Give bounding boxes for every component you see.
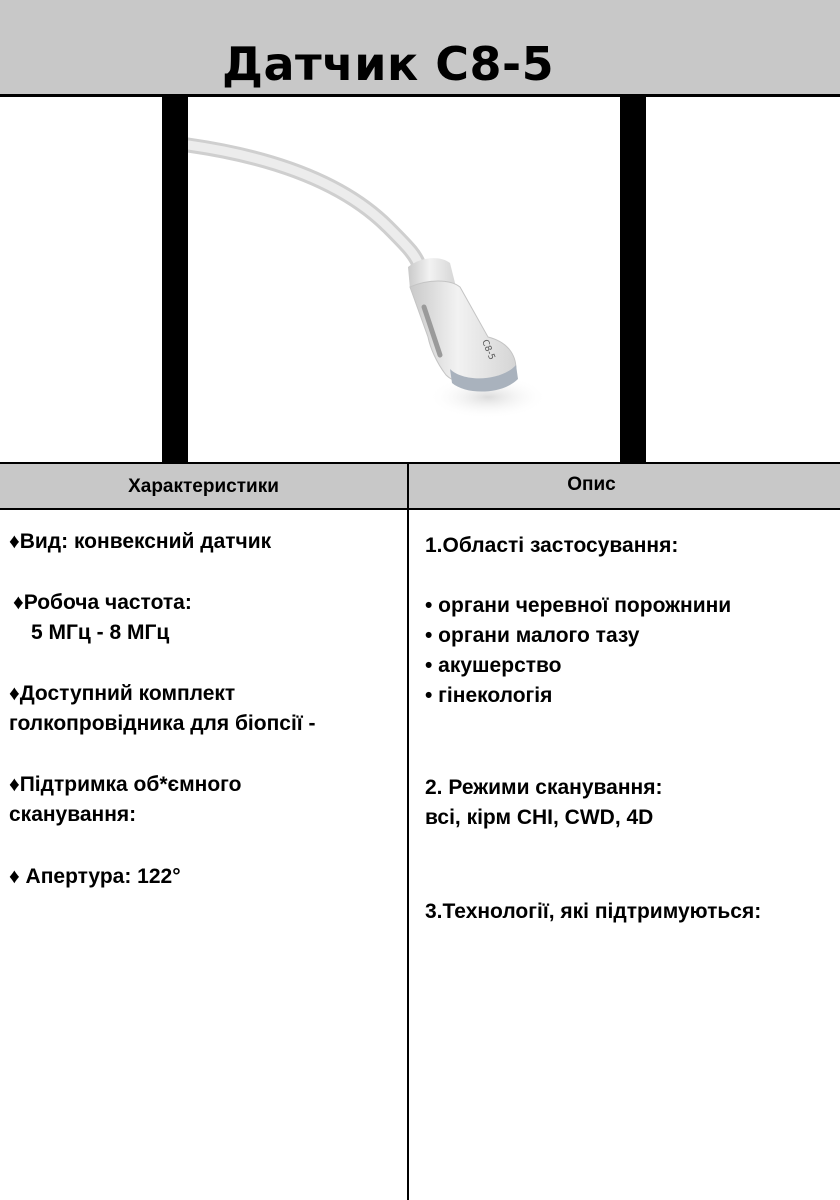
spec-biopsy-line2: голкопровідника для біопсії - bbox=[9, 712, 316, 735]
page-title: Датчик С8-5 bbox=[222, 37, 555, 91]
spec-aperture: ♦ Апертура: 122° bbox=[9, 865, 181, 888]
technologies-title: 3.Технології, які підтримуються: bbox=[425, 900, 762, 923]
application-item: • акушерство bbox=[425, 654, 562, 677]
spec-volume-line2: сканування: bbox=[9, 803, 137, 826]
probe-model-label: C8-5 bbox=[479, 338, 497, 362]
probe-photo bbox=[0, 97, 840, 462]
application-item: • гінекологія bbox=[425, 684, 553, 707]
spec-type: ♦Вид: конвексний датчик bbox=[9, 530, 272, 553]
application-item: • органи черевної порожнини bbox=[425, 594, 732, 617]
column-header-characteristics: Характеристики bbox=[128, 476, 279, 497]
scan-modes-value: всі, кірм CHI, CWD, 4D bbox=[425, 806, 654, 829]
scan-modes-title: 2. Режими сканування: bbox=[425, 776, 663, 799]
probe-body bbox=[410, 281, 516, 384]
table-header-row bbox=[0, 462, 840, 510]
ultrasound-probe-image bbox=[188, 97, 620, 462]
spec-frequency-value: 5 МГц - 8 МГц bbox=[31, 621, 170, 644]
spec-biopsy-line1: ♦Доступний комплект bbox=[9, 682, 236, 705]
applications-title: 1.Області застосування: bbox=[425, 534, 679, 557]
spec-volume-line1: ♦Підтримка об*ємного bbox=[9, 773, 242, 796]
title-bar bbox=[0, 0, 840, 97]
spec-frequency-label: ♦Робоча частота: bbox=[13, 591, 192, 614]
probe-cable bbox=[188, 145, 420, 269]
photo-frame-left bbox=[162, 97, 188, 462]
photo-frame-right bbox=[620, 97, 646, 462]
application-item: • органи малого тазу bbox=[425, 624, 640, 647]
column-header-description: Опис bbox=[567, 474, 616, 495]
column-divider bbox=[407, 462, 409, 1200]
